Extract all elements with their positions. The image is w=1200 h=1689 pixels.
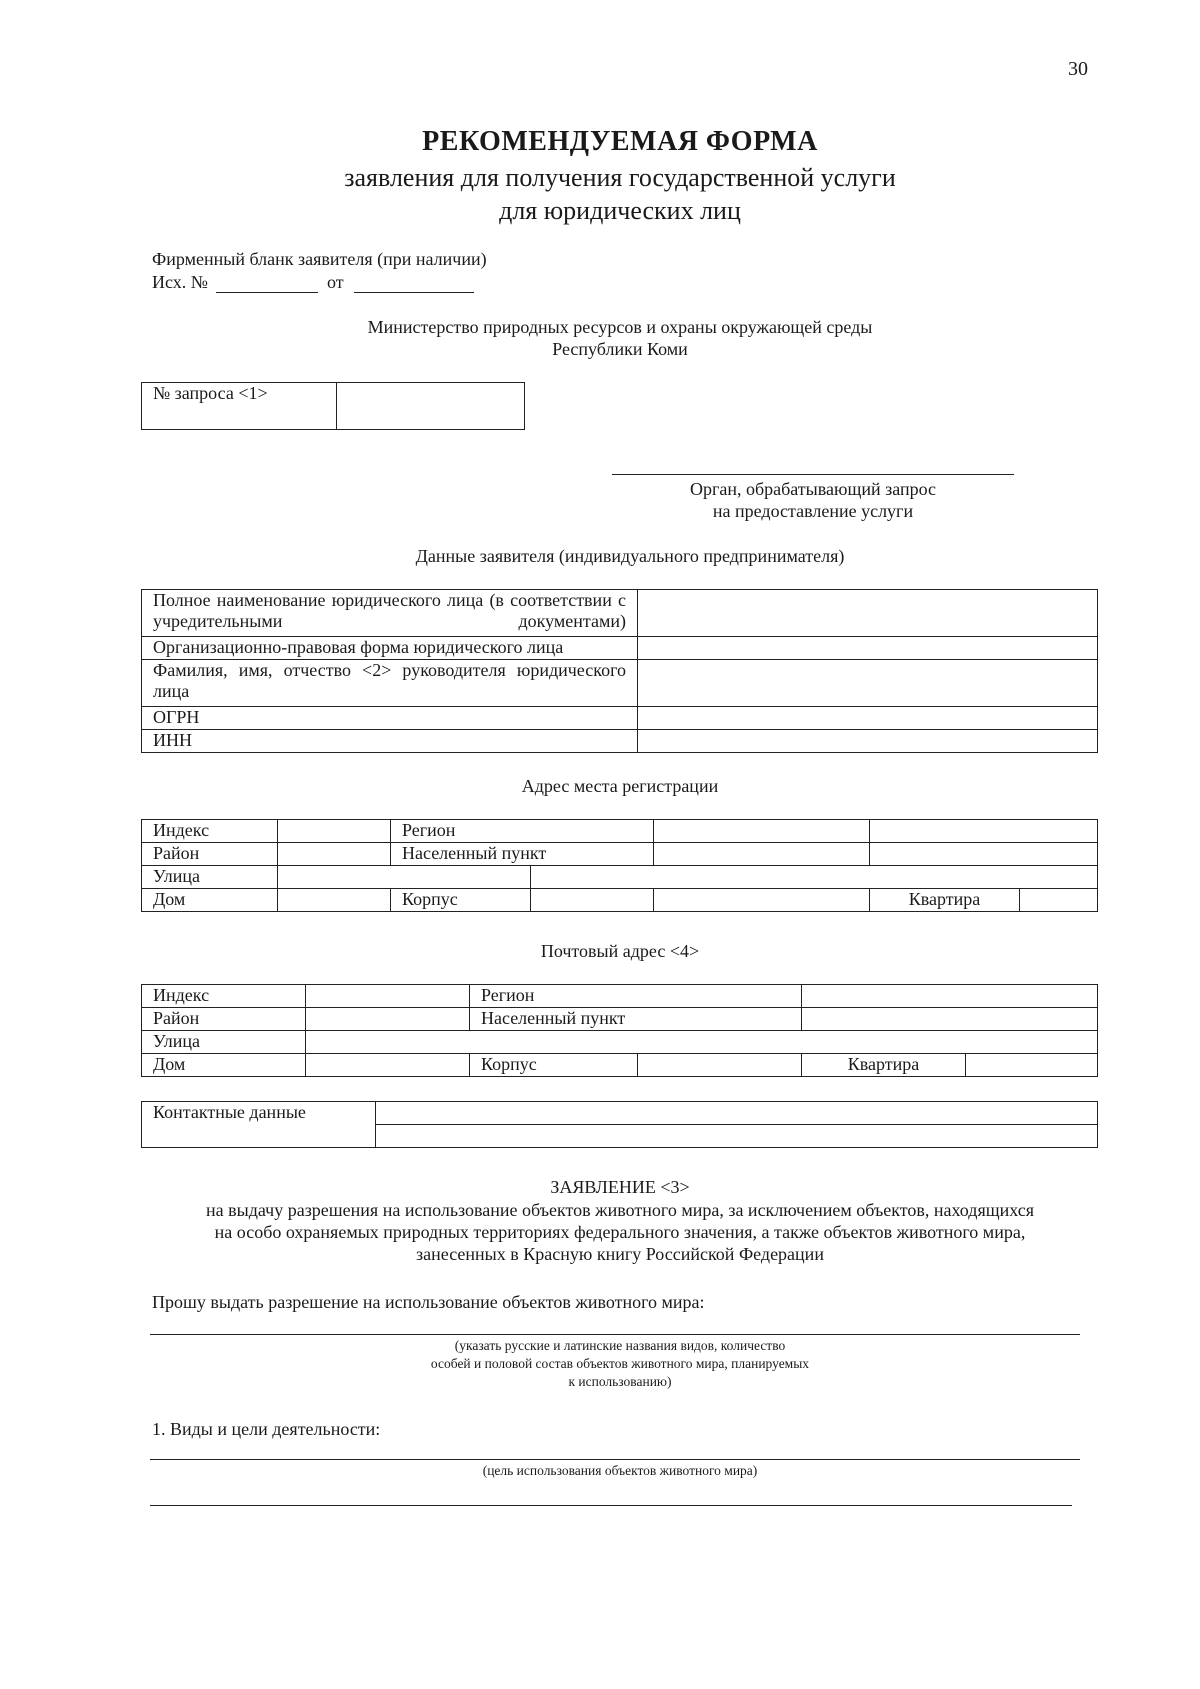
request-number-field[interactable] (337, 383, 525, 430)
reg-street-label: Улица (142, 866, 278, 889)
statement-line3: занесенных в Красную книгу Российской Федерации (416, 1244, 824, 1264)
contacts-table (141, 1101, 1098, 1148)
applicant-ogrn-label: ОГРН (142, 707, 638, 730)
post-locality-field[interactable] (802, 1008, 1098, 1031)
contacts-field-1[interactable] (376, 1102, 1098, 1125)
post-apartment-field[interactable] (966, 1054, 1098, 1077)
post-building-field[interactable] (638, 1054, 802, 1077)
post-apartment-label: Квартира (802, 1054, 966, 1077)
reg-street-field-b[interactable] (531, 866, 1098, 889)
reg-locality-field[interactable] (654, 843, 870, 866)
postal-address-table (141, 984, 1098, 1077)
reg-house-field[interactable] (278, 889, 391, 912)
postal-address-heading: Почтовый адрес <4> (540, 941, 700, 961)
reg-index-field[interactable] (278, 820, 391, 843)
reg-index-label: Индекс (142, 820, 278, 843)
applicant-inn-field[interactable] (638, 730, 1098, 753)
applicant-legal-form-label: Организационно-правовая форма юридического лица (142, 637, 638, 660)
species-hint-line1: (указать русские и латинские названия видов, количество (454, 1338, 786, 1353)
post-building-label: Корпус (470, 1054, 638, 1077)
applicant-ogrn-field[interactable] (638, 707, 1098, 730)
reg-locality-label: Населенный пункт (391, 843, 654, 866)
form-title: РЕКОМЕНДУЕМАЯ ФОРМА (422, 126, 818, 157)
post-region-label: Регион (470, 985, 802, 1008)
statement-line1: на выдачу разрешения на использование объектов животного мира, за исключением объектов, находящихся (206, 1200, 1034, 1220)
species-hint-line3: к использованию) (568, 1374, 672, 1389)
activities-hint: (цель использования объектов животного мира) (482, 1463, 758, 1478)
post-region-field[interactable] (802, 985, 1098, 1008)
form-subtitle-line2: для юридических лиц (499, 196, 741, 225)
applicant-legal-form-field[interactable] (638, 637, 1098, 660)
reg-apartment-field[interactable] (1020, 889, 1098, 912)
recipient-line2: Республики Коми (552, 339, 688, 359)
species-entry-line[interactable] (150, 1334, 1080, 1335)
reg-region-label: Регион (391, 820, 654, 843)
activities-label: 1. Виды и цели деятельности: (152, 1419, 381, 1439)
page-number: 30 (1068, 58, 1088, 80)
registration-address-table (141, 819, 1098, 912)
outgoing-date-field[interactable] (354, 274, 474, 293)
reg-building-label: Корпус (391, 889, 531, 912)
post-street-field[interactable] (306, 1031, 1098, 1054)
outgoing-ref-line (152, 271, 474, 293)
post-district-label: Район (142, 1008, 306, 1031)
post-house-field[interactable] (306, 1054, 470, 1077)
applicant-head-name-field[interactable] (638, 660, 1098, 707)
reg-street-field-a[interactable] (278, 866, 531, 889)
processing-body-line2: на предоставление услуги (712, 501, 914, 521)
post-street-label: Улица (142, 1031, 306, 1054)
post-locality-label: Населенный пункт (470, 1008, 802, 1031)
post-index-field[interactable] (306, 985, 470, 1008)
reg-house-label: Дом (142, 889, 278, 912)
activities-entry-line[interactable] (150, 1459, 1080, 1460)
reg-district-field[interactable] (278, 843, 391, 866)
statement-line2: на особо охраняемых природных территориях федерального значения, а также объектов животного мира, (214, 1222, 1026, 1242)
processing-body-line[interactable] (612, 474, 1014, 475)
outgoing-date-label: от (326, 272, 344, 292)
reg-building-field-a[interactable] (531, 889, 654, 912)
applicant-inn-label: ИНН (142, 730, 638, 753)
recipient-line1: Министерство природных ресурсов и охраны окружающей среды (367, 317, 873, 337)
outgoing-ref-field[interactable] (216, 274, 318, 293)
reg-region-extra-field[interactable] (870, 820, 1098, 843)
reg-apartment-label: Квартира (870, 889, 1020, 912)
post-index-label: Индекс (142, 985, 306, 1008)
reg-building-field-b[interactable] (654, 889, 870, 912)
reg-region-field[interactable] (654, 820, 870, 843)
request-number-label: № запроса <1> (142, 383, 337, 430)
contacts-label: Контактные данные (142, 1102, 376, 1148)
post-house-label: Дом (142, 1054, 306, 1077)
activities-entry-line-2[interactable] (150, 1505, 1072, 1506)
letterhead-note: Фирменный бланк заявителя (при наличии) (152, 249, 487, 269)
species-hint-line2: особей и половой состав объектов животного мира, планируемых (430, 1356, 810, 1371)
registration-address-heading: Адрес места регистрации (521, 776, 719, 796)
post-district-field[interactable] (306, 1008, 470, 1031)
reg-locality-extra-field[interactable] (870, 843, 1098, 866)
statement-heading: ЗАЯВЛЕНИЕ <3> (550, 1177, 690, 1197)
applicant-table (141, 589, 1098, 753)
applicant-full-name-label: Полное наименование юридического лица (в соответствии с учредительными документами) (142, 590, 638, 637)
processing-body-line1: Орган, обрабатывающий запрос (689, 479, 937, 499)
applicant-head-name-label: Фамилия, имя, отчество <2> руководителя юридического лица (142, 660, 638, 707)
contacts-field-2[interactable] (376, 1125, 1098, 1148)
outgoing-ref-label: Исх. № (152, 272, 208, 292)
request-number-table (141, 382, 525, 430)
request-text: Прошу выдать разрешение на использование объектов животного мира: (152, 1292, 705, 1312)
applicant-heading: Данные заявителя (индивидуального предпринимателя) (415, 546, 845, 566)
applicant-full-name-field[interactable] (638, 590, 1098, 637)
reg-district-label: Район (142, 843, 278, 866)
form-subtitle-line1: заявления для получения государственной услуги (344, 163, 896, 192)
